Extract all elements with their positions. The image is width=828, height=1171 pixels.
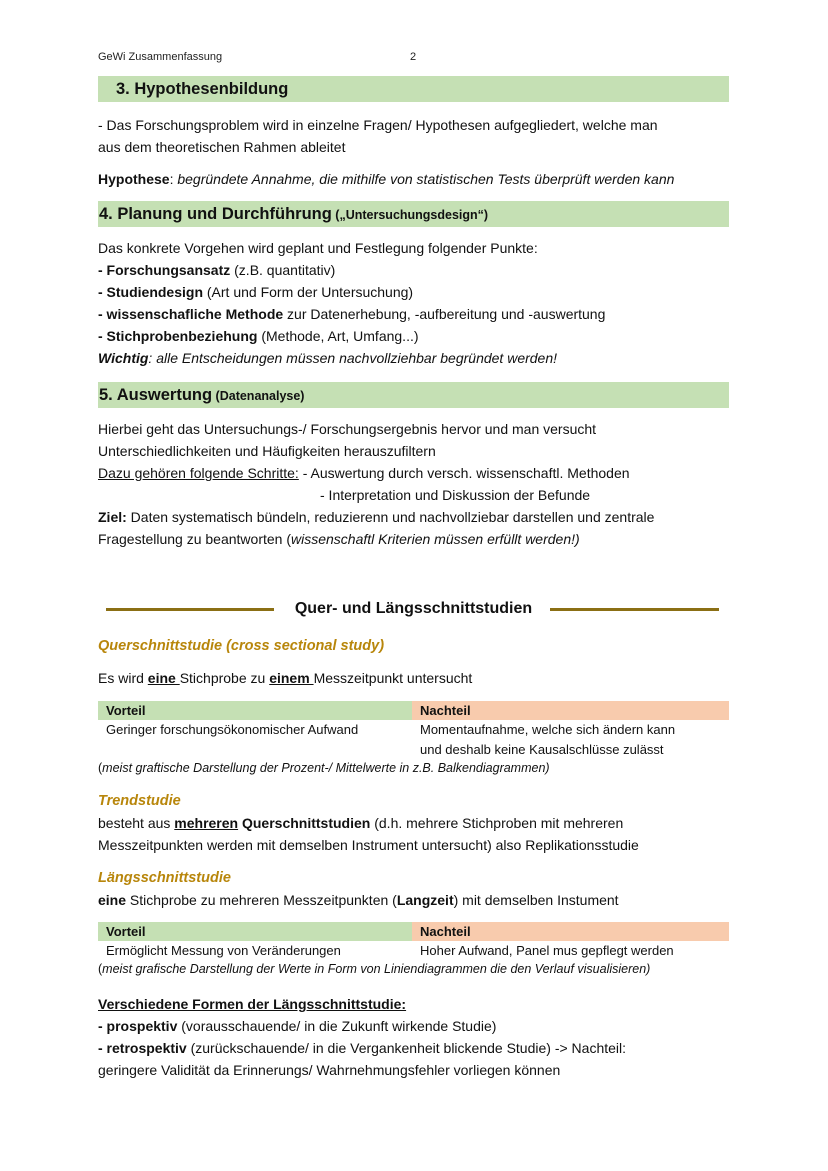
- section-4-intro: Das konkrete Vorgehen wird geplant und Festlegung folgender Punkte:: [98, 240, 538, 256]
- quer-text-d: einem: [269, 670, 314, 686]
- table-row: [98, 720, 729, 760]
- formen-term: - prospektiv: [98, 1018, 178, 1034]
- quer-text-a: Es wird: [98, 670, 148, 686]
- laengs-text-a: eine: [98, 892, 127, 908]
- steps-label: Dazu gehören folgende Schritte:: [98, 465, 299, 481]
- section-4-item: [98, 325, 738, 347]
- vorteil-header: Vorteil: [98, 701, 412, 720]
- laengs-title: Längsschnittstudie: [98, 870, 231, 886]
- nachteil-header: Nachteil: [412, 922, 729, 941]
- hypothese-text: begründete Annahme, die mithilfe von statistischen Tests überprüft werden kann: [177, 171, 675, 187]
- section-4-item: [98, 259, 738, 281]
- nachteil-line-1: Momentaufnahme, welche sich ändern kann: [420, 722, 676, 737]
- section-5-subtitle: (Datenanalyse): [212, 389, 305, 403]
- step-1: - Auswertung durch versch. wissenschaftl. Methoden: [298, 465, 630, 481]
- table-header-row: [98, 701, 729, 720]
- laengs-description: [98, 889, 738, 911]
- ziel-label: Ziel:: [98, 509, 127, 525]
- section-5-title: 5. Auswertung: [99, 386, 213, 404]
- item-text: (z.B. quantitativ): [230, 262, 336, 278]
- trend-text-b: mehreren: [174, 815, 239, 831]
- section-5-steps: [98, 462, 738, 484]
- trend-description: [98, 812, 738, 856]
- vorteil-header: Vorteil: [98, 922, 412, 941]
- item-term: - wissenschafliche Methode: [98, 306, 284, 322]
- quer-text-e: Messzeitpunkt untersucht: [313, 670, 473, 686]
- step-2: - Interpretation und Diskussion der Befunde: [320, 487, 591, 503]
- trend-text-a: besteht aus: [98, 815, 175, 831]
- hypothese-colon: :: [169, 171, 178, 187]
- formen-item: [98, 1037, 738, 1059]
- hypothese-definition: [98, 168, 738, 190]
- section-4-item: [98, 281, 738, 303]
- ziel-line: [98, 506, 738, 528]
- section-4-heading: [98, 201, 729, 227]
- laengs-text-d: ) mit demselben Instument: [453, 892, 619, 908]
- quer-table: [98, 701, 729, 760]
- page-header: [98, 51, 417, 63]
- section-3-paragraph: [98, 114, 738, 158]
- ql-divider: [98, 598, 729, 620]
- section-5-line-2: Unterschiedlichkeiten und Häufigkeiten herauszufiltern: [98, 443, 436, 459]
- laengs-text-b: Stichprobe zu mehreren Messzeitpunkten (: [126, 892, 397, 908]
- formen-section: [98, 993, 738, 1081]
- section-4-item: [98, 303, 738, 325]
- note-text: meist graftische Darstellung der Prozent-/ Mittelwerte in z.B. Balkendiagrammen): [102, 761, 550, 775]
- section-3-line-1: - Das Forschungsproblem wird in einzelne Fragen/ Hypothesen aufgegliedert, welche man: [98, 117, 658, 133]
- formen-text: (zurückschauende/ in die Vergankenheit blickende Studie) -> Nachteil:: [186, 1040, 627, 1056]
- laengs-text-c: Langzeit: [396, 892, 454, 908]
- nachteil-line-2: und deshalb keine Kausalschlüsse zulässt: [420, 742, 664, 757]
- section-4-note: [98, 347, 738, 369]
- section-3-title: 3. Hypothesenbildung: [116, 80, 289, 98]
- section-3-heading: [98, 76, 729, 102]
- item-text: zur Datenerhebung, -aufbereitung und -auswertung: [283, 306, 606, 322]
- nachteil-cell: [412, 720, 729, 760]
- quer-text-b: eine: [147, 670, 180, 686]
- nachteil-cell: Hoher Aufwand, Panel mus gepflegt werden: [420, 943, 674, 958]
- quer-note: [98, 761, 550, 775]
- note-text: meist grafische Darstellung der Werte in Form von Liniendiagrammen die den Verlauf visualisieren): [102, 962, 651, 976]
- header-title: GeWi Zusammenfassung: [98, 51, 223, 63]
- laengs-note: [98, 962, 650, 976]
- section-4-body: [98, 237, 738, 369]
- quer-title: Querschnittstudie (cross sectional study): [98, 638, 385, 654]
- quer-text-c: Stichprobe zu: [179, 670, 270, 686]
- ql-title: Quer- und Längsschnittstudien: [294, 600, 533, 617]
- section-4-subtitle: („Untersuchungsdesign“): [331, 208, 489, 222]
- trend-text-e: (d.h. mehrere Stichproben mit mehreren: [370, 815, 624, 831]
- section-4-title: 4. Planung und Durchführung: [99, 205, 332, 223]
- section-5-line-1: Hierbei geht das Untersuchungs-/ Forschungsergebnis hervor und man versucht: [98, 421, 597, 437]
- trend-text-d: Querschnittstudien: [241, 815, 371, 831]
- trend-title: Trendstudie: [98, 793, 181, 809]
- section-3-line-2: aus dem theoretischen Rahmen ableitet: [98, 139, 346, 155]
- ziel-line-2: [98, 528, 738, 550]
- trend-line-2: Messzeitpunkten werden mit demselben Instrument untersucht) also Replikationsstudie: [98, 837, 639, 853]
- item-text: (Art und Form der Untersuchung): [203, 284, 414, 300]
- laengs-table: [98, 922, 729, 961]
- item-term: - Stichprobenbeziehung: [98, 328, 258, 344]
- formen-text: (vorausschauende/ in die Zukunft wirkende Studie): [177, 1018, 497, 1034]
- table-header-row: [98, 922, 729, 941]
- item-text: (Methode, Art, Umfang...): [257, 328, 419, 344]
- wichtig-label: Wichtig: [98, 350, 149, 366]
- wichtig-text: : alle Entscheidungen müssen nachvollziehbar begründet werden!: [148, 350, 558, 366]
- vorteil-cell: Geringer forschungsökonomischer Aufwand: [106, 722, 359, 737]
- item-term: - Forschungsansatz: [98, 262, 231, 278]
- formen-item: [98, 1015, 738, 1037]
- note-paren: (: [98, 962, 103, 976]
- note-paren: (: [98, 761, 103, 775]
- hypothese-term: Hypothese: [98, 171, 170, 187]
- ziel-italic: wissenschaftl Kriterien müssen erfüllt werden!): [291, 531, 580, 547]
- formen-term: - retrospektiv: [98, 1040, 187, 1056]
- vorteil-cell: Ermöglicht Messung von Veränderungen: [106, 943, 341, 958]
- ziel-text: Daten systematisch bündeln, reduzierenn und nachvollziebar darstellen und zentrale: [126, 509, 655, 525]
- nachteil-header: Nachteil: [412, 701, 729, 720]
- item-term: - Studiendesign: [98, 284, 203, 300]
- section-5-body: [98, 418, 738, 550]
- page-number: 2: [410, 51, 417, 63]
- formen-item-continued: geringere Validität da Erinnerungs/ Wahrnehmungsfehler vorliegen können: [98, 1062, 561, 1078]
- table-row: [98, 941, 729, 961]
- formen-title: Verschiedene Formen der Längsschnittstudie:: [98, 996, 407, 1012]
- quer-description: [98, 667, 738, 689]
- ziel-text-2: Fragestellung zu beantworten (: [98, 531, 291, 547]
- divider-line-right: [550, 608, 719, 611]
- trend-line-1: [98, 812, 738, 834]
- section-5-heading: [98, 382, 729, 408]
